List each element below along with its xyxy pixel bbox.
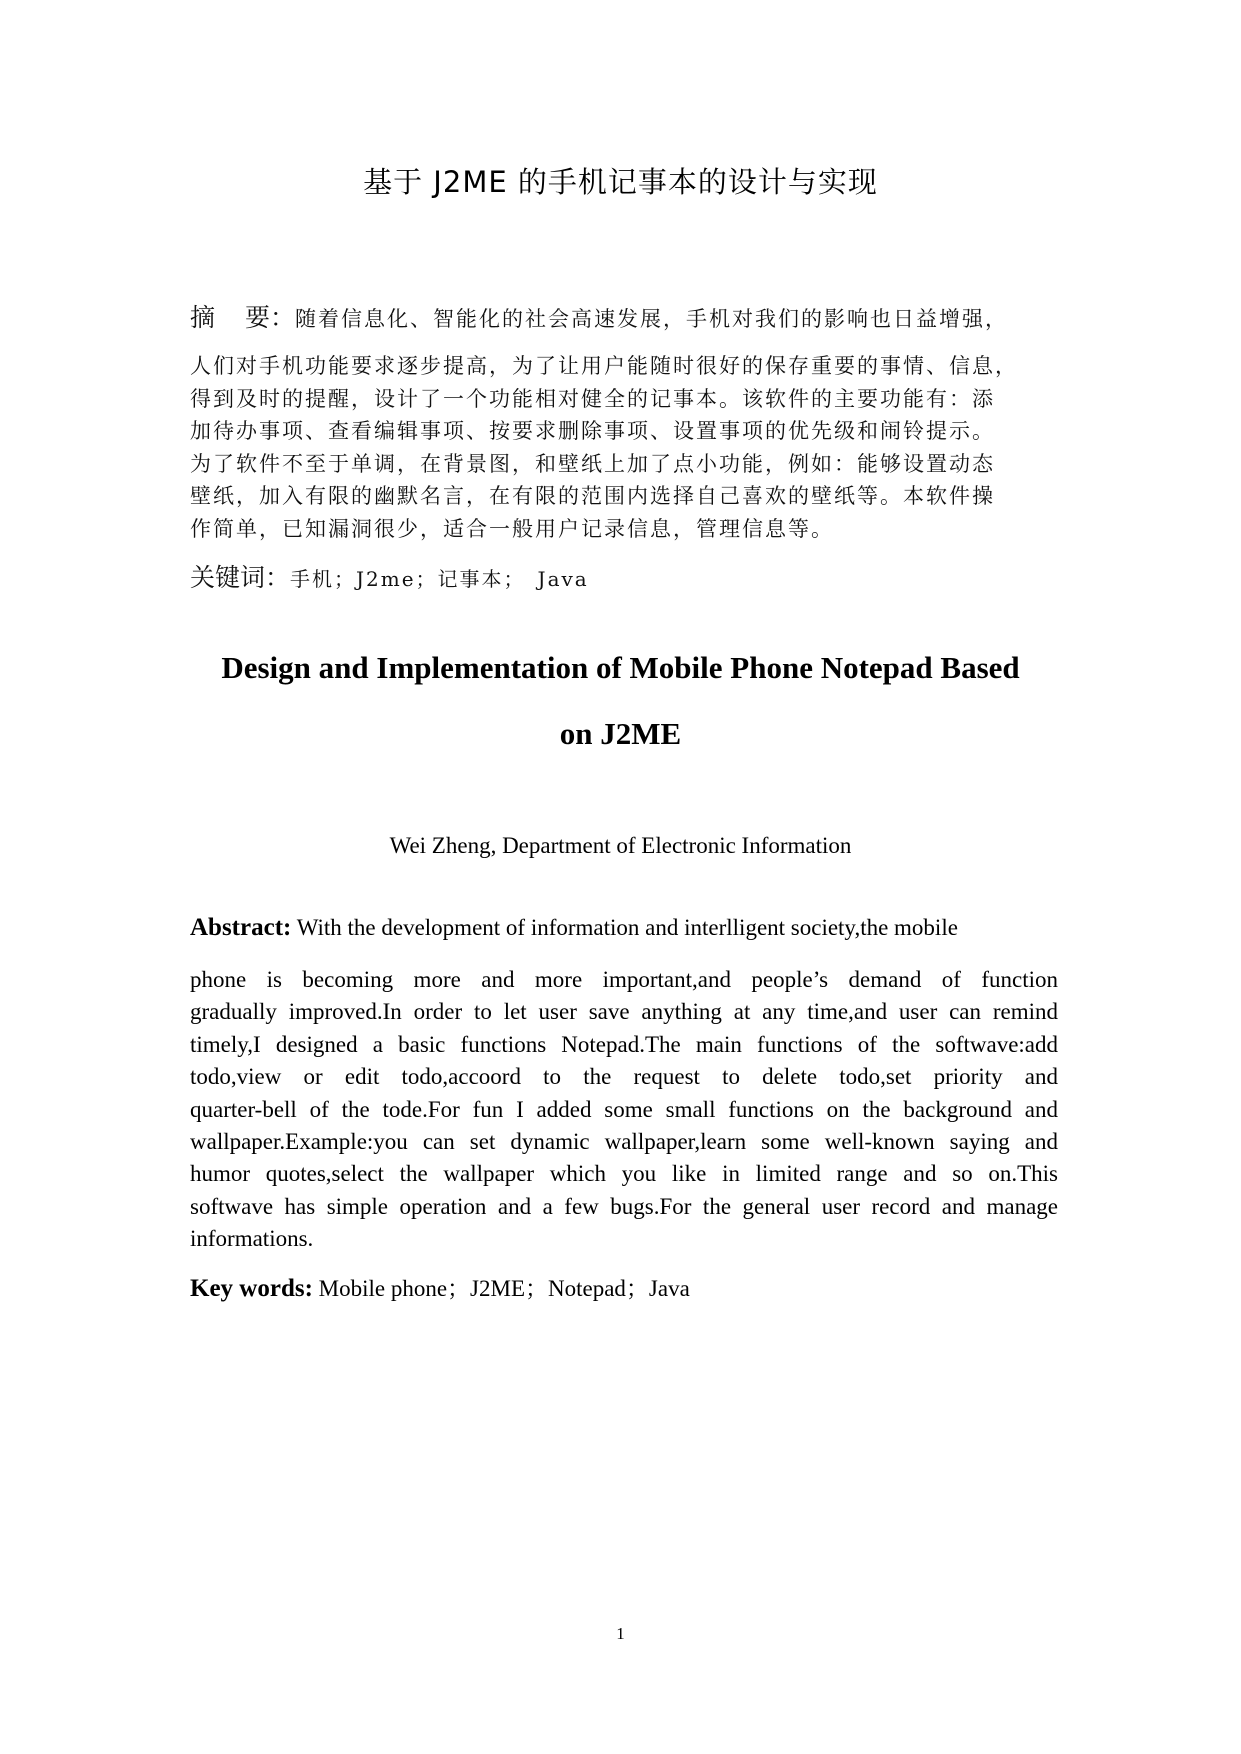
chinese-abstract-line-3: 得到及时的提醒，设计了一个功能相对健全的记事本。该软件的主要功能有：添 [190,386,995,411]
chinese-keywords [190,558,1058,594]
chinese-abstract-line-1: 随着信息化、智能化的社会高速发展，手机对我们的影响也日益增强， [295,307,1009,331]
chinese-title: 基于 J2ME 的手机记事本的设计与实现 [363,165,878,199]
chinese-keywords-text: 手机；J2me；记事本； Java [290,567,589,591]
english-abstract-label: Abstract: [190,914,292,941]
english-abstract-line-4: timely,I designed a basic functions Notepad.The main functions of the softwave:add [190,1031,1058,1057]
english-abstract-line-8: humor quotes,select the wallpaper which you like in limited range and so on.This [190,1161,1058,1187]
english-title-line-2: on J2ME [559,716,682,751]
chinese-keywords-label: 关键词： [190,563,291,592]
chinese-abstract-line-6: 壁纸，加入有限的幽默名言，在有限的范围内选择自己喜欢的壁纸等。本软件操 [190,484,995,508]
chinese-abstract-line-7: 作简单，已知漏洞很少，适合一般用户记录信息，管理信息等。 [190,516,834,541]
english-title-line-1: Design and Implementation of Mobile Phone Notepad Based [221,650,1020,685]
english-abstract-first-line [190,914,1058,942]
english-abstract-body [190,964,1058,1256]
english-keywords [190,1270,1058,1303]
chinese-abstract-body [190,350,1058,545]
english-abstract-line-6: quarter-bell of the tode.For fun I added some small functions on the background and [190,1096,1058,1122]
chinese-abstract-label: 摘 要： [190,303,296,332]
page-number: 1 [616,1624,625,1643]
english-abstract-line-5: todo,view or edit todo,accoord to the request to delete todo,set priority and [190,1064,1058,1090]
chinese-abstract-line-5: 为了软件不至于单调，在背景图，和壁纸上加了点小功能，例如：能够设置动态 [190,451,995,476]
chinese-abstract-line-4: 加待办事项、查看编辑事项、按要求删除事项、设置事项的优先级和闹铃提示。 [190,419,995,443]
chinese-abstract-first-line [190,298,1058,334]
chinese-abstract-line-2: 人们对手机功能要求逐步提高，为了让用户能随时很好的保存重要的事情、信息， [190,354,1018,378]
english-keywords-text: Mobile phone；J2ME；Notepad；Java [318,1276,690,1301]
author-affiliation: Wei Zheng, Department of Electronic Information [389,833,852,858]
english-abstract-line-1: With the development of information and interlligent society,the mobile [296,915,958,940]
english-abstract-line-2: phone is becoming more and more important,and people’s demand of function [190,967,1058,992]
english-abstract-line-9: softwave has simple operation and a few bugs.For the general user record and manage [190,1193,1058,1219]
english-abstract-line-7: wallpaper.Example:you can set dynamic wallpaper,learn some well-known saying and [190,1129,1058,1155]
english-keywords-label: Key words: [190,1275,313,1302]
english-abstract-line-3: gradually improved.In order to let user save anything at any time,and user can remind [190,999,1058,1025]
english-abstract-line-10: informations. [190,1226,314,1252]
